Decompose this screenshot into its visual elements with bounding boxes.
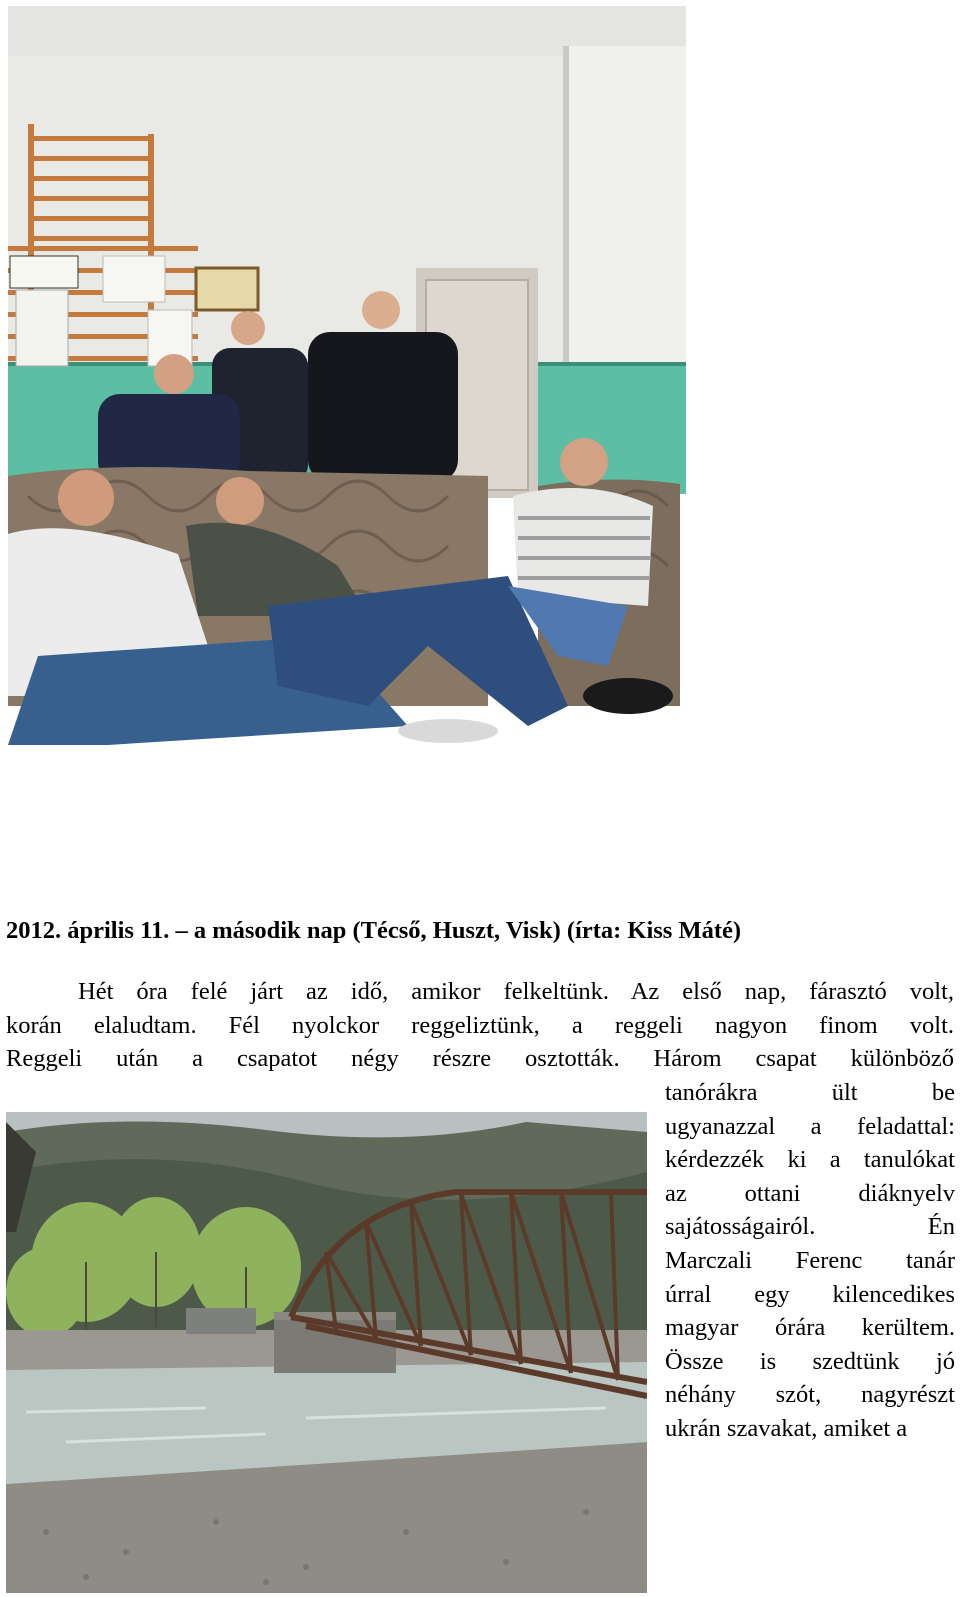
bridge-photo [6, 1112, 647, 1593]
paragraph-line-1: Hét óra felé járt az idő, amikor felkeltünk. Az első nap, fárasztó volt, [78, 978, 954, 1005]
column-line: tanórákra ült be [665, 1079, 955, 1106]
column-line: Marczali Ferenc tanár [665, 1246, 955, 1274]
column-line: kérdezzék ki a tanulókat [665, 1146, 955, 1174]
students-photo [8, 6, 686, 745]
column-line: az ottani diáknyelv [665, 1179, 955, 1207]
column-line: úrral egy kilencedikes [665, 1280, 955, 1308]
paragraph-line-3: Reggeli után a csapatot négy részre osztották. Három csapat különböző [6, 1045, 954, 1073]
paragraph-line-2: korán elaludtam. Fél nyolckor reggeliztünk, a reggeli nagyon finom volt. [6, 1011, 954, 1039]
bridge-photo-image [6, 1112, 647, 1593]
students-photo-image [8, 6, 686, 745]
column-line: Össze is szedtünk jó [665, 1347, 955, 1375]
column-line: magyar órára kerültem. [665, 1314, 955, 1342]
column-line: ugyanazzal a feladattal: [665, 1112, 955, 1140]
article-side-column [665, 1076, 955, 1446]
article-heading: 2012. április 11. – a második nap (Técső, Huszt, Visk) (írta: Kiss Máté) [6, 917, 742, 944]
column-line: néhány szót, nagyrészt [665, 1381, 955, 1409]
column-line: ukrán szavakat, amiket a [665, 1414, 908, 1442]
column-line: sajátosságairól. Én [665, 1213, 955, 1241]
article-paragraph [6, 975, 954, 1076]
